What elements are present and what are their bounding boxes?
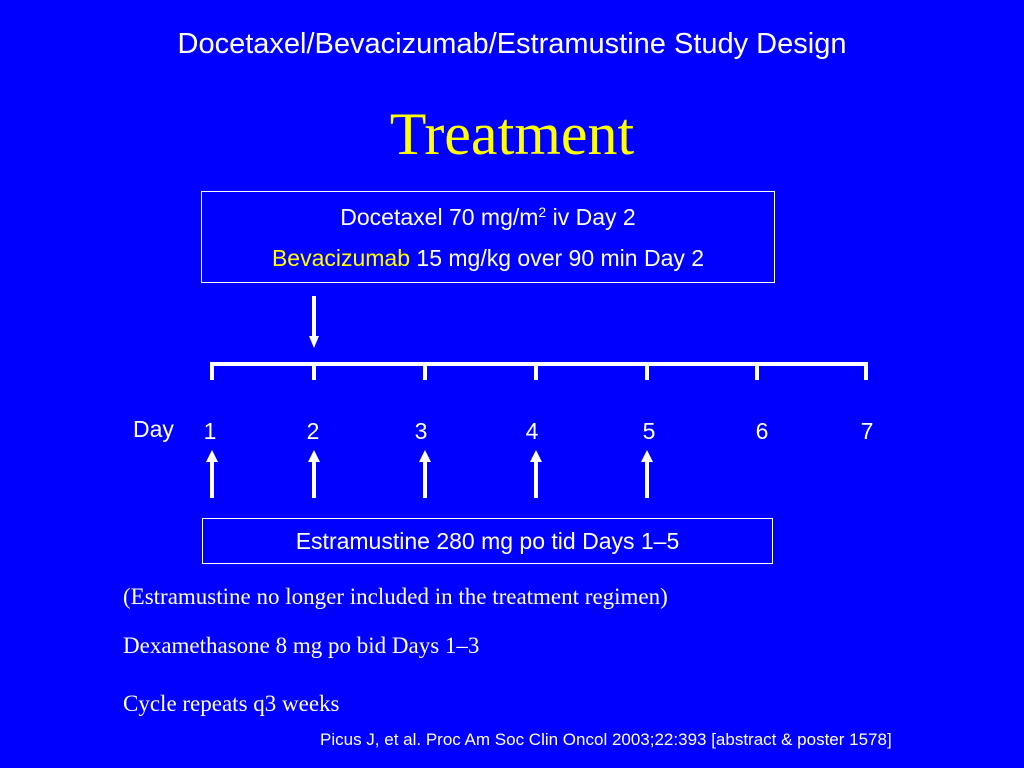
estramustine-removed-note: (Estramustine no longer included in the treatment regimen) [123, 584, 668, 609]
up-arrow-day3-head [419, 450, 431, 462]
up-arrow-day2-head [308, 450, 320, 462]
bevacizumab-drug-name: Bevacizumab [271, 245, 411, 271]
day-number-4: 4 [525, 418, 539, 444]
day-number-5: 5 [642, 418, 656, 444]
citation: Picus J, et al. Proc Am Soc Clin Oncol 2003;22:393 [abstract & poster 1578] [320, 730, 892, 749]
day-number-3: 3 [414, 418, 428, 444]
docetaxel-dose-text: Docetaxel 70 mg/m [340, 204, 539, 230]
bevacizumab-dose-text: 15 mg/kg over 90 min Day 2 [410, 245, 705, 271]
docetaxel-schedule-text: iv Day 2 [546, 204, 636, 230]
up-arrow-day5-head [641, 450, 653, 462]
day-number-2: 2 [306, 418, 320, 444]
day-number-1: 1 [203, 418, 217, 444]
day-axis-label: Day [133, 416, 174, 442]
estramustine-box [202, 518, 773, 564]
slide-title: Treatment [389, 101, 635, 167]
dose-superscript: 2 [538, 204, 547, 220]
up-arrow-day4-head [530, 450, 542, 462]
day-number-6: 6 [755, 418, 769, 444]
down-arrow-head [309, 336, 319, 348]
cycle-repeat-note: Cycle repeats q3 weeks [123, 691, 340, 716]
dexamethasone-note: Dexamethasone 8 mg po bid Days 1–3 [123, 633, 480, 658]
slide-subtitle: Docetaxel/Bevacizumab/Estramustine Study Design [177, 28, 847, 60]
estramustine-dose-text: Estramustine 280 mg po tid Days 1–5 [295, 528, 680, 554]
day-number-7: 7 [860, 418, 874, 444]
up-arrow-day1-head [206, 450, 218, 462]
